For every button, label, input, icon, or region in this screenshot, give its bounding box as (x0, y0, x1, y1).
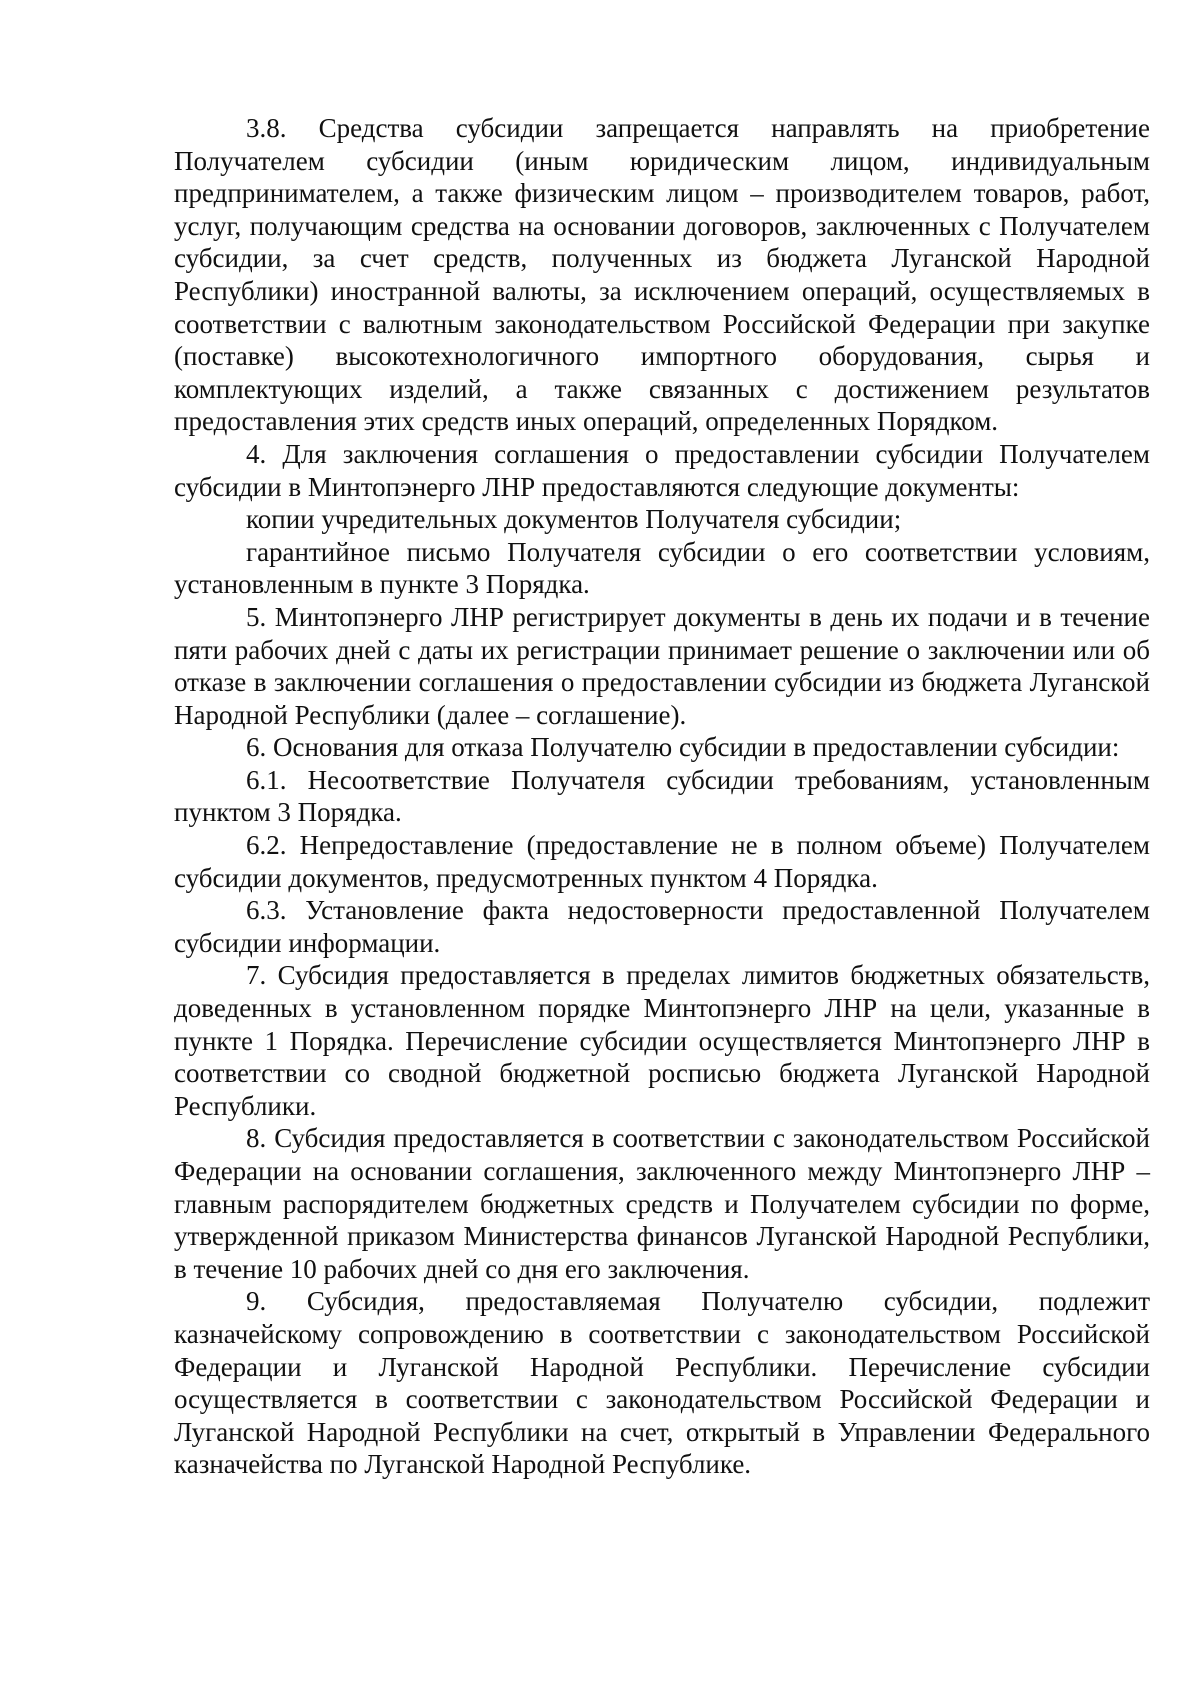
paragraph-6-3: 6.3. Установление факта недостоверности предоставленной Получателем субсидии информации. (174, 895, 1150, 958)
paragraph-6-2: 6.2. Непредоставление (предоставление не в полном объеме) Получателем субсидии документов, предусмотренных пунктом 4 Порядка. (174, 830, 1150, 893)
paragraph-3-8: 3.8. Средства субсидии запрещается направлять на приобретение Получателем субсидии (иным юридическим лицом, индивидуальным предпринимателем, а также физическим лицом – производителем товаров, работ, услуг, получающим средства на основании договоров, заключенных с Получателем субсидии, за счет средств, полученных из бюджета Луганской Народной Республики) иностранной валюты, за исключением операций, осуществляемых в соответствии с валютным законодательством Российской Федерации при закупке (поставке) высокотехнологичного импортного оборудования, сырья и комплектующих изделий, а также связанных с достижением результатов предоставления этих средств иных операций, определенных Порядком. (174, 113, 1150, 437)
paragraph-6-1: 6.1. Несоответствие Получателя субсидии требованиям, установленным пунктом 3 Порядка. (174, 764, 1150, 828)
paragraph-6: 6. Основания для отказа Получателю субсидии в предоставлении субсидии: (246, 732, 1120, 763)
paragraph-5: 5. Минтопэнерго ЛНР регистрирует документы в день их подачи и в течение пяти рабочих дней с даты их регистрации принимает решение о заключении или об отказе в заключении соглашения о предоставлении субсидии из бюджета Луганской Народной Республики (далее – соглашение). (174, 601, 1150, 730)
paragraph-4: 4. Для заключения соглашения о предоставлении субсидии Получателем субсидии в Минтопэнерго ЛНР предоставляются следующие документы: (174, 438, 1150, 502)
paragraph-7: 7. Субсидия предоставляется в пределах лимитов бюджетных обязательств, доведенных в установленном порядке Минтопэнерго ЛНР на цели, указанные в пункте 1 Порядка. Перечисление субсидии осуществляется Минтопэнерго ЛНР в соответствии со сводной бюджетной росписью бюджета Луганской Народной Республики. (174, 960, 1150, 1121)
document-page (174, 112, 1150, 1481)
paragraph-4-item-2: гарантийное письмо Получателя субсидии о его соответствии условиям, установленным в пункте 3 Порядка. (174, 536, 1150, 600)
paragraph-9: 9. Субсидия, предоставляемая Получателю субсидии, подлежит казначейскому сопровождению в соответствии с законодательством Российской Федерации и Луганской Народной Республики. Перечисление субсидии осуществляется в соответствии с законодательством Российской Федерации и Луганской Народной Республики на счет, открытый в Управлении Федерального казначейства по Луганской Народной Республике. (174, 1286, 1150, 1480)
paragraph-4-item-1: копии учредительных документов Получателя субсидии; (246, 504, 902, 535)
paragraph-8: 8. Субсидия предоставляется в соответствии с законодательством Российской Федерации на основании соглашения, заключенного между Минтопэнерго ЛНР – главным распорядителем бюджетных средств и Получателем субсидии по форме, утвержденной приказом Министерства финансов Луганской Народной Республики, в течение 10 рабочих дней со дня его заключения. (174, 1123, 1150, 1284)
